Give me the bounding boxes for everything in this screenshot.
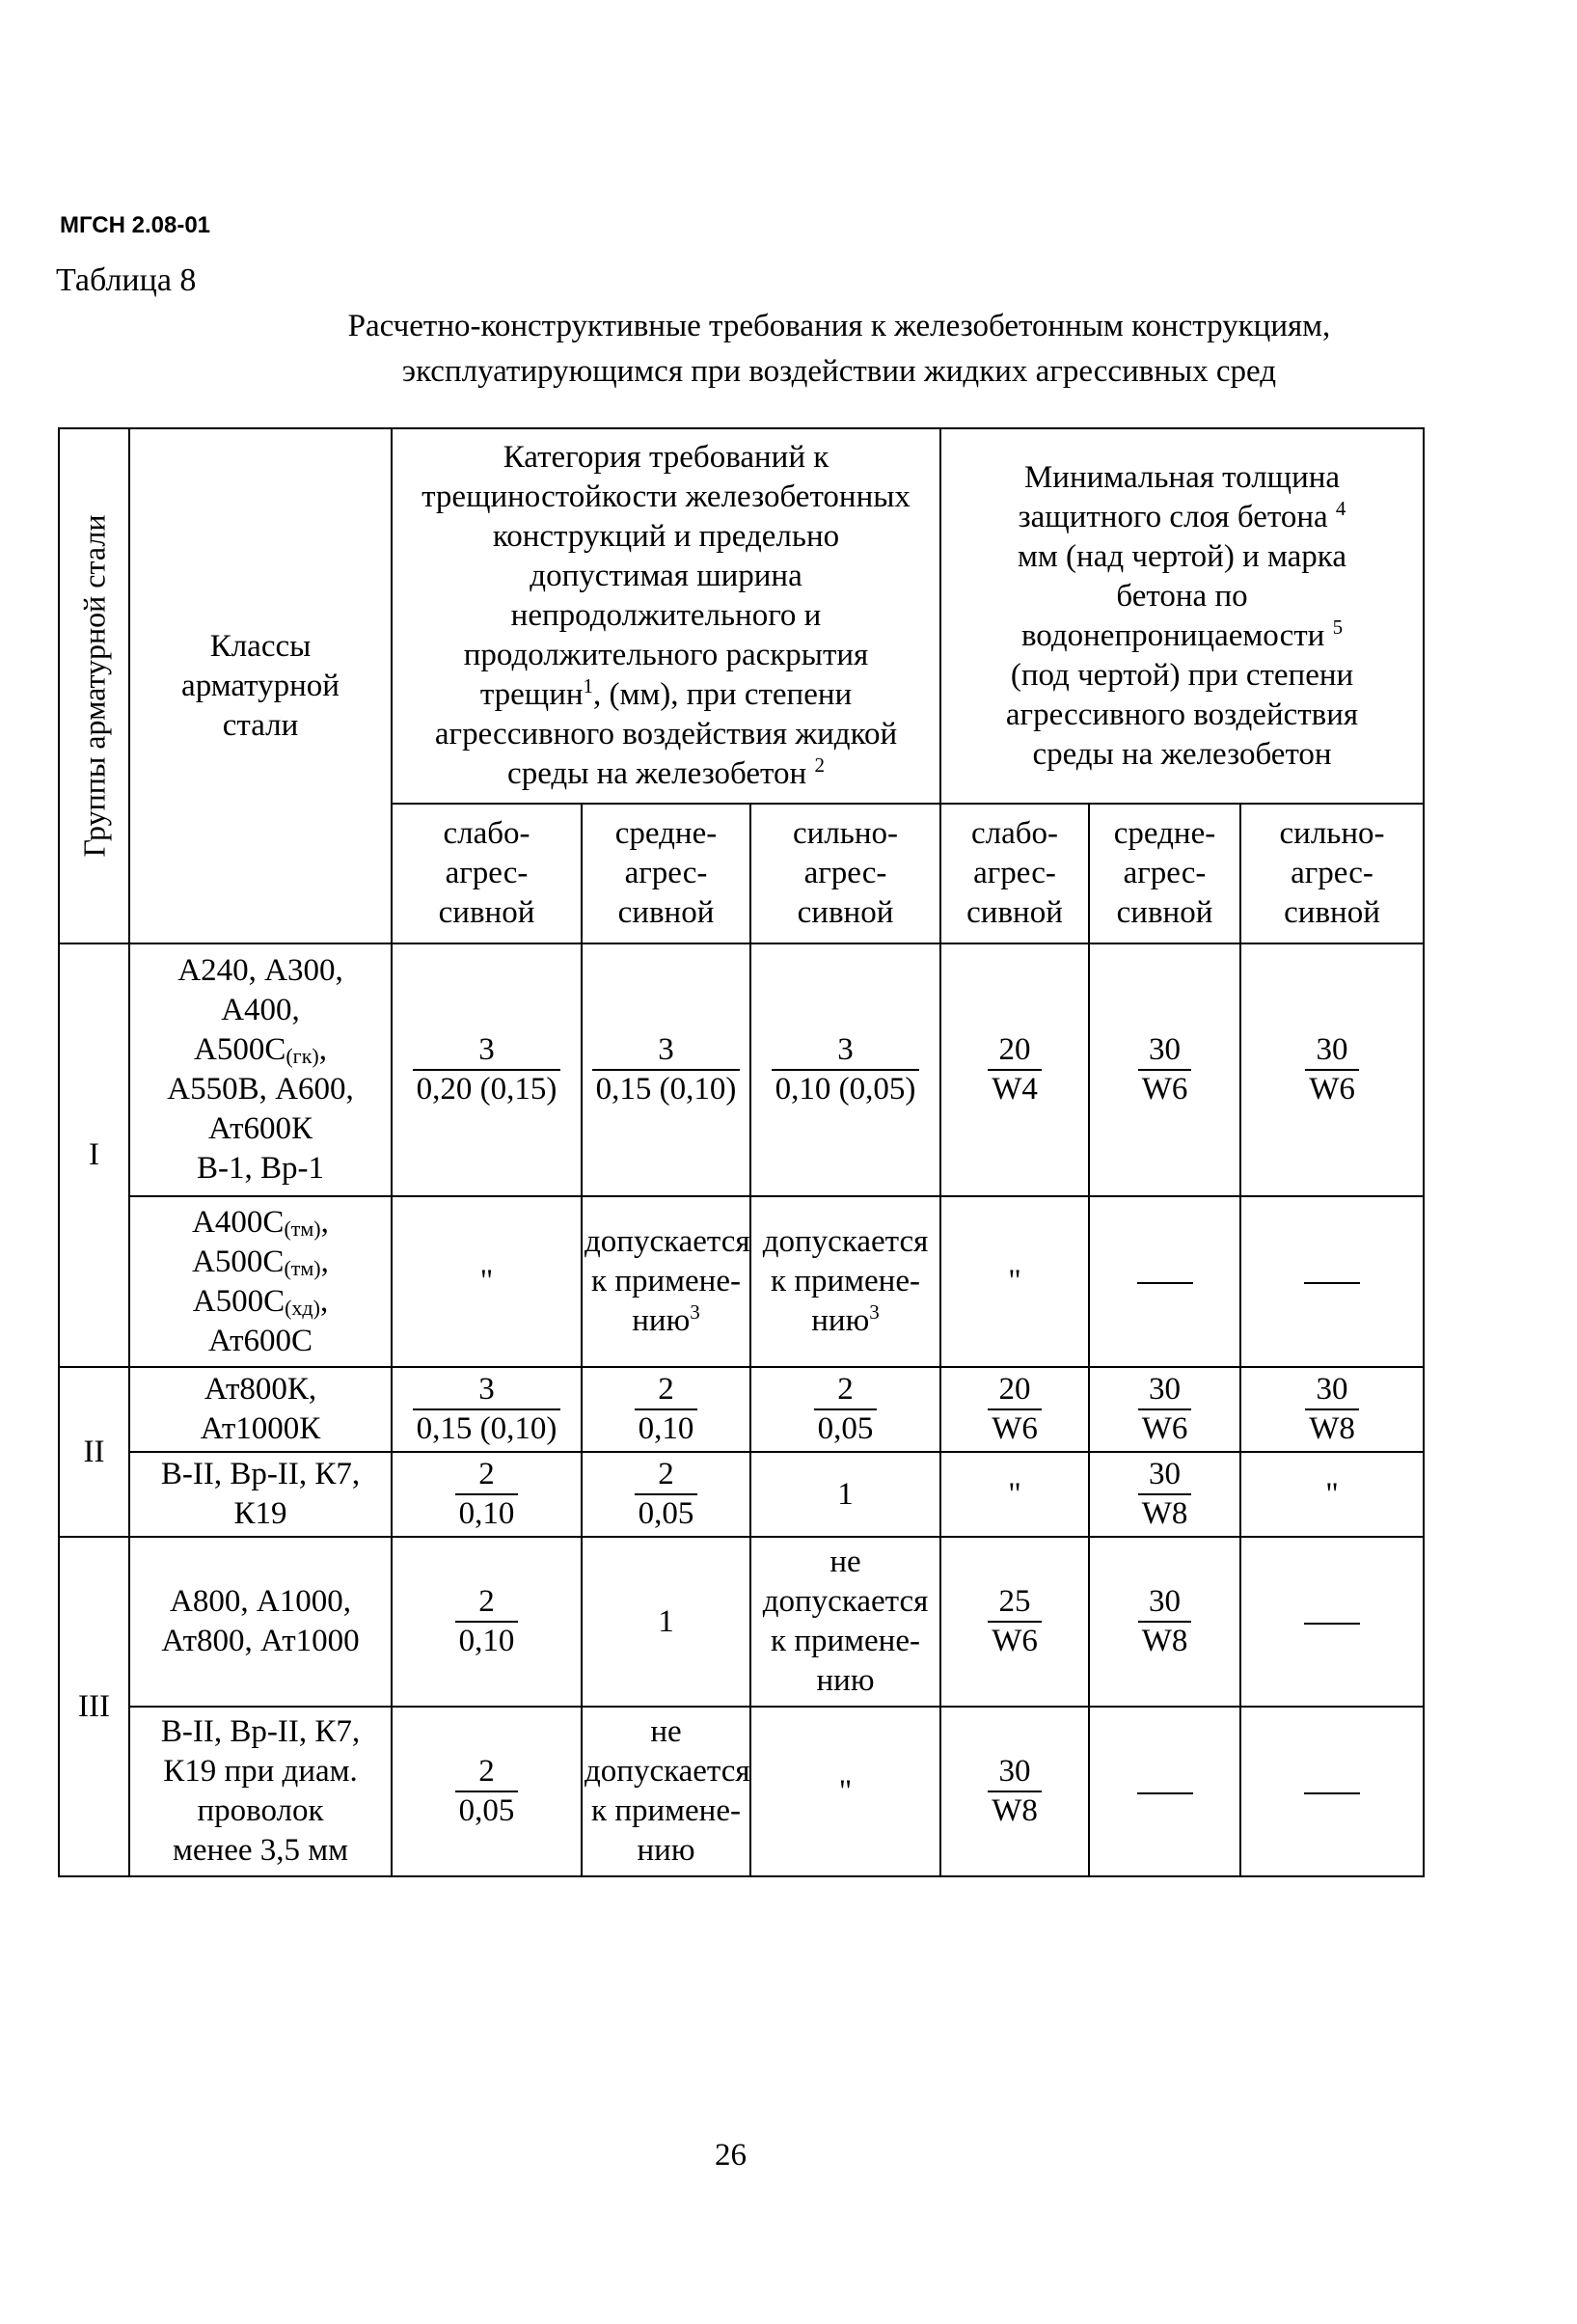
dash-mark xyxy=(1137,1792,1193,1794)
value-cell: " xyxy=(392,1196,582,1367)
header-group: Группы арматурной стали xyxy=(59,428,129,943)
subheader-crack-strong: сильно- агрес- сивной xyxy=(750,804,940,943)
value-cell: $\frac{3}{0,20 (0,15)}$ xyxy=(392,943,582,1196)
value-cell: $\frac{2}{0,10}$ xyxy=(392,1452,582,1537)
value-cell: $\frac{2}{0,05}$ xyxy=(582,1452,750,1537)
value-cell: $\frac{3}{0,10 (0,05)}$ xyxy=(750,943,940,1196)
table-caption-line-2: эксплуатирующимся при воздействии жидких агрессивных сред xyxy=(401,354,1277,389)
subheader-cover-weak: слабо- агрес- сивной xyxy=(940,804,1089,943)
class-cell: В-II, Вр-II, К7, К19 xyxy=(129,1452,392,1537)
value-cell: допускается к примене- нию$^3$ xyxy=(750,1196,940,1367)
value-cell: $\frac{30}{W8}$ xyxy=(1240,1367,1424,1452)
value-cell: не допускается к примене- нию xyxy=(750,1537,940,1707)
header-cover-thickness: Минимальная толщина защитного слоя бетона $^4$ мм (над чертой) и марка бетона по водонепроницаемости $^5$ (под чертой) при степени агрессивного воздействия среды на железобетон xyxy=(940,428,1424,804)
value-cell: допускается к примене- нию$^3$ xyxy=(582,1196,750,1367)
value-cell: $\frac{30}{W8}$ xyxy=(940,1707,1089,1876)
dash-mark xyxy=(1137,1282,1193,1284)
value-cell: " xyxy=(940,1196,1089,1367)
empty-dash-cell xyxy=(1089,1196,1240,1367)
group-cell-III: III xyxy=(59,1537,129,1876)
dash-mark xyxy=(1304,1623,1360,1625)
subheader-crack-weak: слабо- агрес- сивной xyxy=(392,804,582,943)
empty-dash-cell xyxy=(1240,1707,1424,1876)
subheader-crack-medium: средне- агрес- сивной xyxy=(582,804,750,943)
value-cell: $\frac{2}{0,10}$ xyxy=(582,1367,750,1452)
subheader-cover-medium: средне- агрес- сивной xyxy=(1089,804,1240,943)
value-cell: не допускается к примене- нию xyxy=(582,1707,750,1876)
subheader-cover-strong: сильно- агрес- сивной xyxy=(1240,804,1424,943)
value-cell: $\frac{30}{W6}$ xyxy=(1240,943,1424,1196)
value-cell: $\frac{30}{W8}$ xyxy=(1089,1452,1240,1537)
value-cell: $\frac{25}{W6}$ xyxy=(940,1537,1089,1707)
table-label: Таблица 8 xyxy=(56,262,197,298)
value-cell: $\frac{2}{0,05}$ xyxy=(750,1367,940,1452)
class-cell: Ат800К, Ат1000К xyxy=(129,1367,392,1452)
empty-dash-cell xyxy=(1089,1707,1240,1876)
value-cell: $\frac{20}{W6}$ xyxy=(940,1367,1089,1452)
value-cell: " xyxy=(940,1452,1089,1537)
value-cell: $\frac{2}{0,05}$ xyxy=(392,1707,582,1876)
page-number: 26 xyxy=(715,2138,747,2173)
value-cell: $\frac{3}{0,15 (0,10)}$ xyxy=(582,943,750,1196)
value-cell: $\frac{30}{W6}$ xyxy=(1089,1367,1240,1452)
value-cell: $\frac{30}{W6}$ xyxy=(1089,943,1240,1196)
class-cell: А800, А1000, Ат800, Ат1000 xyxy=(129,1537,392,1707)
group-cell-II: II xyxy=(59,1367,129,1537)
value-cell: " xyxy=(750,1707,940,1876)
header-crack-requirements: Категория требований к трещиностойкости железобетонных конструкций и предельно допустимая ширина непродолжительного и продолжительного раскрытия трещин$^1$, (мм), при степени агрессивного воздействия жидкой среды на железобетон $^2$ xyxy=(392,428,940,804)
document-code: МГСН 2.08-01 xyxy=(60,212,211,238)
class-cell: В-II, Вр-II, К7, К19 при диам. проволок менее 3,5 мм xyxy=(129,1707,392,1876)
value-cell: 1 xyxy=(750,1452,940,1537)
value-cell: " xyxy=(1240,1452,1424,1537)
class-cell: А240, А300, А400, $А500С_{(гк)}$, А550В, А600, Ат600К В-1, Вр-1 xyxy=(129,943,392,1196)
group-cell-I: I xyxy=(59,943,129,1367)
header-classes: Классы арматурной стали xyxy=(129,428,392,943)
value-cell: $\frac{2}{0,10}$ xyxy=(392,1537,582,1707)
table-caption-line-1: Расчетно-конструктивные требования к железобетонным конструкциям, xyxy=(347,309,1331,343)
dash-mark xyxy=(1304,1792,1360,1794)
empty-dash-cell xyxy=(1240,1196,1424,1367)
class-cell: $А400С_{(тм)}$, $А500С_{(тм)}$, $А500С_{(хд)}$, Ат600С xyxy=(129,1196,392,1367)
empty-dash-cell xyxy=(1240,1537,1424,1707)
value-cell: $\frac{3}{0,15 (0,10)}$ xyxy=(392,1367,582,1452)
requirements-table xyxy=(58,427,1425,1877)
value-cell: $\frac{20}{W4}$ xyxy=(940,943,1089,1196)
value-cell: $\frac{30}{W8}$ xyxy=(1089,1537,1240,1707)
dash-mark xyxy=(1304,1282,1360,1284)
value-cell: 1 xyxy=(582,1537,750,1707)
